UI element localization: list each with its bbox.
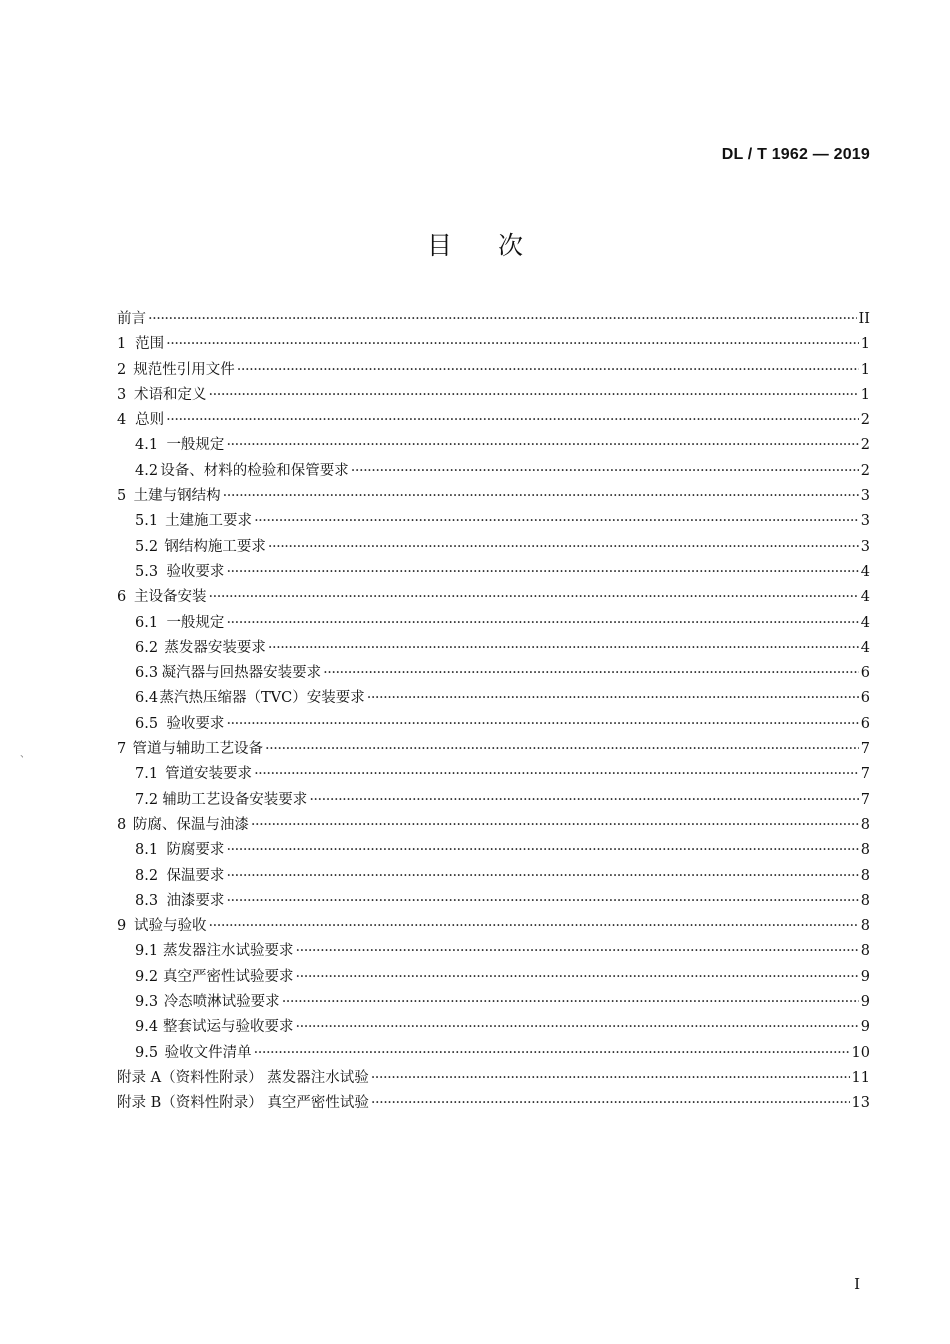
toc-entry-number: 6.3 xyxy=(135,665,159,682)
toc-entry-label: 真空严密性试验要求 xyxy=(163,968,294,985)
toc-entry-number: 8 xyxy=(117,816,127,833)
toc-entry-label: 防腐要求 xyxy=(166,842,225,859)
toc-entry[interactable] xyxy=(117,838,870,863)
toc-leader-dots xyxy=(237,362,859,378)
toc-entry-label: 防腐、保温与油漆 xyxy=(132,816,249,833)
page-title: 目次 xyxy=(426,231,569,260)
toc-leader-dots xyxy=(226,615,858,631)
toc-entry[interactable] xyxy=(117,383,870,408)
toc-entry-number: 5.1 xyxy=(135,513,159,530)
stray-mark: 、 xyxy=(20,749,30,760)
toc-entry[interactable] xyxy=(117,864,870,889)
toc-leader-dots xyxy=(226,564,858,580)
toc-entry-number: 2 xyxy=(117,361,127,378)
toc-entry-label: 验收要求 xyxy=(166,715,225,732)
toc-entry-label: 验收要求 xyxy=(166,563,225,580)
toc-entry-label: 验收文件清单 xyxy=(164,1044,252,1061)
toc-leader-dots xyxy=(226,868,858,884)
toc-entry-label: 主设备安装 xyxy=(134,589,207,606)
toc-entry-page: 4 xyxy=(860,589,870,606)
toc-entry[interactable] xyxy=(117,509,870,534)
toc-entry[interactable] xyxy=(117,762,870,787)
toc-entry-page: 7 xyxy=(860,791,870,808)
toc-entry-number: 6.1 xyxy=(135,614,159,631)
toc-leader-dots xyxy=(226,842,858,858)
standard-code: DL / T 1962 — 2019 xyxy=(721,146,870,163)
toc-entry-number: 1 xyxy=(117,336,127,353)
toc-entry-page: 6 xyxy=(860,690,870,707)
toc-entry-page: 8 xyxy=(860,918,870,935)
toc-entry[interactable] xyxy=(117,661,870,686)
toc-entry-number: 6.4 xyxy=(135,690,159,707)
toc-entry[interactable] xyxy=(117,813,870,838)
toc-entry[interactable] xyxy=(117,712,870,737)
toc-entry-page: 3 xyxy=(860,538,870,555)
toc-leader-dots xyxy=(296,943,859,959)
toc-entry-number: 3 xyxy=(117,386,127,403)
toc-entry-label: 一般规定 xyxy=(166,614,225,631)
toc-entry[interactable] xyxy=(117,1041,870,1066)
toc-entry-number: 9 xyxy=(117,918,127,935)
toc-leader-dots xyxy=(371,1095,850,1111)
toc-leader-dots xyxy=(166,336,859,352)
toc-entry-page: 8 xyxy=(860,842,870,859)
toc-entry[interactable] xyxy=(117,408,870,433)
toc-entry-label: 油漆要求 xyxy=(166,892,225,909)
toc-entry-label: 管道安装要求 xyxy=(165,766,253,783)
toc-entry-page: 9 xyxy=(860,1019,870,1036)
toc-leader-dots xyxy=(251,817,859,833)
toc-entry-page: 6 xyxy=(860,715,870,732)
toc-leader-dots xyxy=(265,741,859,757)
toc-entry-number: 8.3 xyxy=(135,892,159,909)
toc-entry-page: 6 xyxy=(860,665,870,682)
toc-entry-page: 2 xyxy=(860,412,870,429)
toc-entry-page: 3 xyxy=(860,488,870,505)
toc-entry-number: 4.1 xyxy=(135,437,159,454)
toc-entry-number: 5.2 xyxy=(135,538,159,555)
toc-entry-page: II xyxy=(858,311,870,327)
toc-entry-page: 9 xyxy=(860,968,870,985)
toc-leader-dots xyxy=(226,437,858,453)
toc-leader-dots xyxy=(254,513,859,529)
page-number: I xyxy=(854,1275,860,1293)
toc-leader-dots xyxy=(296,969,859,985)
toc-entry-number: 5.3 xyxy=(135,563,159,580)
toc-entry-label: 术语和定义 xyxy=(134,386,207,403)
toc-entry-page: 8 xyxy=(860,867,870,884)
toc-entry-page: 2 xyxy=(860,437,870,454)
toc-entry-number: 6 xyxy=(117,589,127,606)
table-of-contents xyxy=(117,307,870,1117)
toc-entry-page: 3 xyxy=(860,513,870,530)
toc-entry-number: 9.5 xyxy=(135,1044,159,1061)
toc-entry-page: 11 xyxy=(851,1069,870,1086)
toc-entry-page: 1 xyxy=(860,336,870,353)
toc-entry-label: 附录 B（资料性附录） 真空严密性试验 xyxy=(117,1095,369,1112)
toc-entry[interactable] xyxy=(117,1091,870,1116)
toc-entry-page: 8 xyxy=(860,943,870,960)
toc-entry-label: 附录 A（资料性附录） 蒸发器注水试验 xyxy=(117,1069,369,1086)
toc-entry[interactable] xyxy=(117,307,870,332)
toc-leader-dots xyxy=(209,918,859,934)
toc-entry-label: 前言 xyxy=(117,311,146,327)
toc-entry-number: 4 xyxy=(117,412,127,429)
toc-entry-number: 8.1 xyxy=(135,842,159,859)
toc-entry-label: 辅助工艺设备安装要求 xyxy=(162,791,308,808)
toc-entry-page: 9 xyxy=(860,994,870,1011)
toc-entry-label: 保温要求 xyxy=(166,867,225,884)
toc-entry[interactable] xyxy=(117,965,870,990)
toc-entry[interactable] xyxy=(117,636,870,661)
toc-entry-label: 设备、材料的检验和保管要求 xyxy=(160,462,349,479)
toc-entry[interactable] xyxy=(117,1066,870,1091)
toc-leader-dots xyxy=(148,311,857,327)
toc-entry[interactable] xyxy=(117,332,870,357)
toc-entry[interactable] xyxy=(117,737,870,762)
toc-entry-page: 2 xyxy=(860,462,870,479)
toc-entry-label: 规范性引用文件 xyxy=(133,361,235,378)
toc-entry[interactable] xyxy=(117,459,870,484)
toc-entry[interactable] xyxy=(117,433,870,458)
toc-entry[interactable] xyxy=(117,535,870,560)
toc-entry-number: 4.2 xyxy=(135,462,159,479)
toc-entry-number: 9.4 xyxy=(135,1019,159,1036)
toc-entry-page: 4 xyxy=(860,639,870,656)
toc-entry-page: 1 xyxy=(860,386,870,403)
toc-leader-dots xyxy=(367,690,859,706)
toc-entry-label: 土建与钢结构 xyxy=(133,488,221,505)
toc-entry[interactable] xyxy=(117,585,870,610)
toc-leader-dots xyxy=(309,792,858,808)
toc-entry[interactable] xyxy=(117,686,870,711)
toc-entry[interactable] xyxy=(117,914,870,939)
toc-leader-dots xyxy=(254,766,859,782)
toc-entry-number: 9.3 xyxy=(135,994,159,1011)
toc-entry-label: 管道与辅助工艺设备 xyxy=(132,741,264,758)
toc-entry-number: 8.2 xyxy=(135,867,159,884)
toc-leader-dots xyxy=(209,589,859,605)
toc-leader-dots xyxy=(323,665,859,681)
toc-entry-label: 冷态喷淋试验要求 xyxy=(163,994,280,1011)
toc-entry-page: 7 xyxy=(860,766,870,783)
toc-entry-label: 钢结构施工要求 xyxy=(164,538,266,555)
toc-entry[interactable] xyxy=(117,484,870,509)
toc-entry[interactable] xyxy=(117,939,870,964)
toc-entry-number: 9.2 xyxy=(135,968,159,985)
toc-leader-dots xyxy=(268,640,859,656)
toc-leader-dots xyxy=(226,716,858,732)
toc-entry-number: 6.2 xyxy=(135,639,159,656)
toc-entry-label: 凝汽器与回热器安装要求 xyxy=(161,665,322,682)
toc-leader-dots xyxy=(166,412,859,428)
toc-entry-page: 8 xyxy=(860,892,870,909)
toc-leader-dots xyxy=(254,1045,850,1061)
toc-entry-number: 9.1 xyxy=(135,943,159,960)
toc-leader-dots xyxy=(226,893,858,909)
toc-entry-page: 13 xyxy=(851,1095,870,1112)
toc-entry-page: 4 xyxy=(860,563,870,580)
toc-entry-label: 整套试运与验收要求 xyxy=(163,1019,294,1036)
toc-entry-number: 6.5 xyxy=(135,715,159,732)
toc-leader-dots xyxy=(371,1070,850,1086)
toc-entry[interactable] xyxy=(117,560,870,585)
toc-entry-label: 试验与验收 xyxy=(134,918,207,935)
toc-entry-number: 7 xyxy=(117,741,127,758)
toc-entry-number: 7.1 xyxy=(135,766,159,783)
toc-entry-label: 蒸汽热压缩器（TVC）安装要求 xyxy=(159,690,365,707)
toc-entry-page: 1 xyxy=(860,361,870,378)
toc-leader-dots xyxy=(209,387,859,403)
toc-entry[interactable] xyxy=(117,788,870,813)
toc-entry[interactable] xyxy=(117,358,870,383)
toc-entry-label: 范围 xyxy=(135,336,165,353)
toc-entry-label: 蒸发器安装要求 xyxy=(164,639,266,656)
toc-entry-label: 土建施工要求 xyxy=(165,513,253,530)
toc-entry-number: 7.2 xyxy=(135,791,159,808)
toc-entry-page: 10 xyxy=(851,1044,870,1061)
toc-leader-dots xyxy=(351,463,859,479)
toc-entry-number: 5 xyxy=(117,488,127,505)
toc-entry[interactable] xyxy=(117,990,870,1015)
toc-leader-dots xyxy=(223,488,859,504)
toc-entry-label: 蒸发器注水试验要求 xyxy=(163,943,294,960)
toc-entry-page: 4 xyxy=(860,614,870,631)
toc-entry-page: 7 xyxy=(860,741,870,758)
toc-leader-dots xyxy=(282,994,859,1010)
toc-entry-label: 总则 xyxy=(135,412,165,429)
toc-leader-dots xyxy=(296,1019,859,1035)
toc-leader-dots xyxy=(268,539,859,555)
toc-entry[interactable] xyxy=(117,889,870,914)
toc-entry[interactable] xyxy=(117,1015,870,1040)
toc-entry[interactable] xyxy=(117,611,870,636)
toc-entry-label: 一般规定 xyxy=(166,437,225,454)
toc-entry-page: 8 xyxy=(860,816,870,833)
